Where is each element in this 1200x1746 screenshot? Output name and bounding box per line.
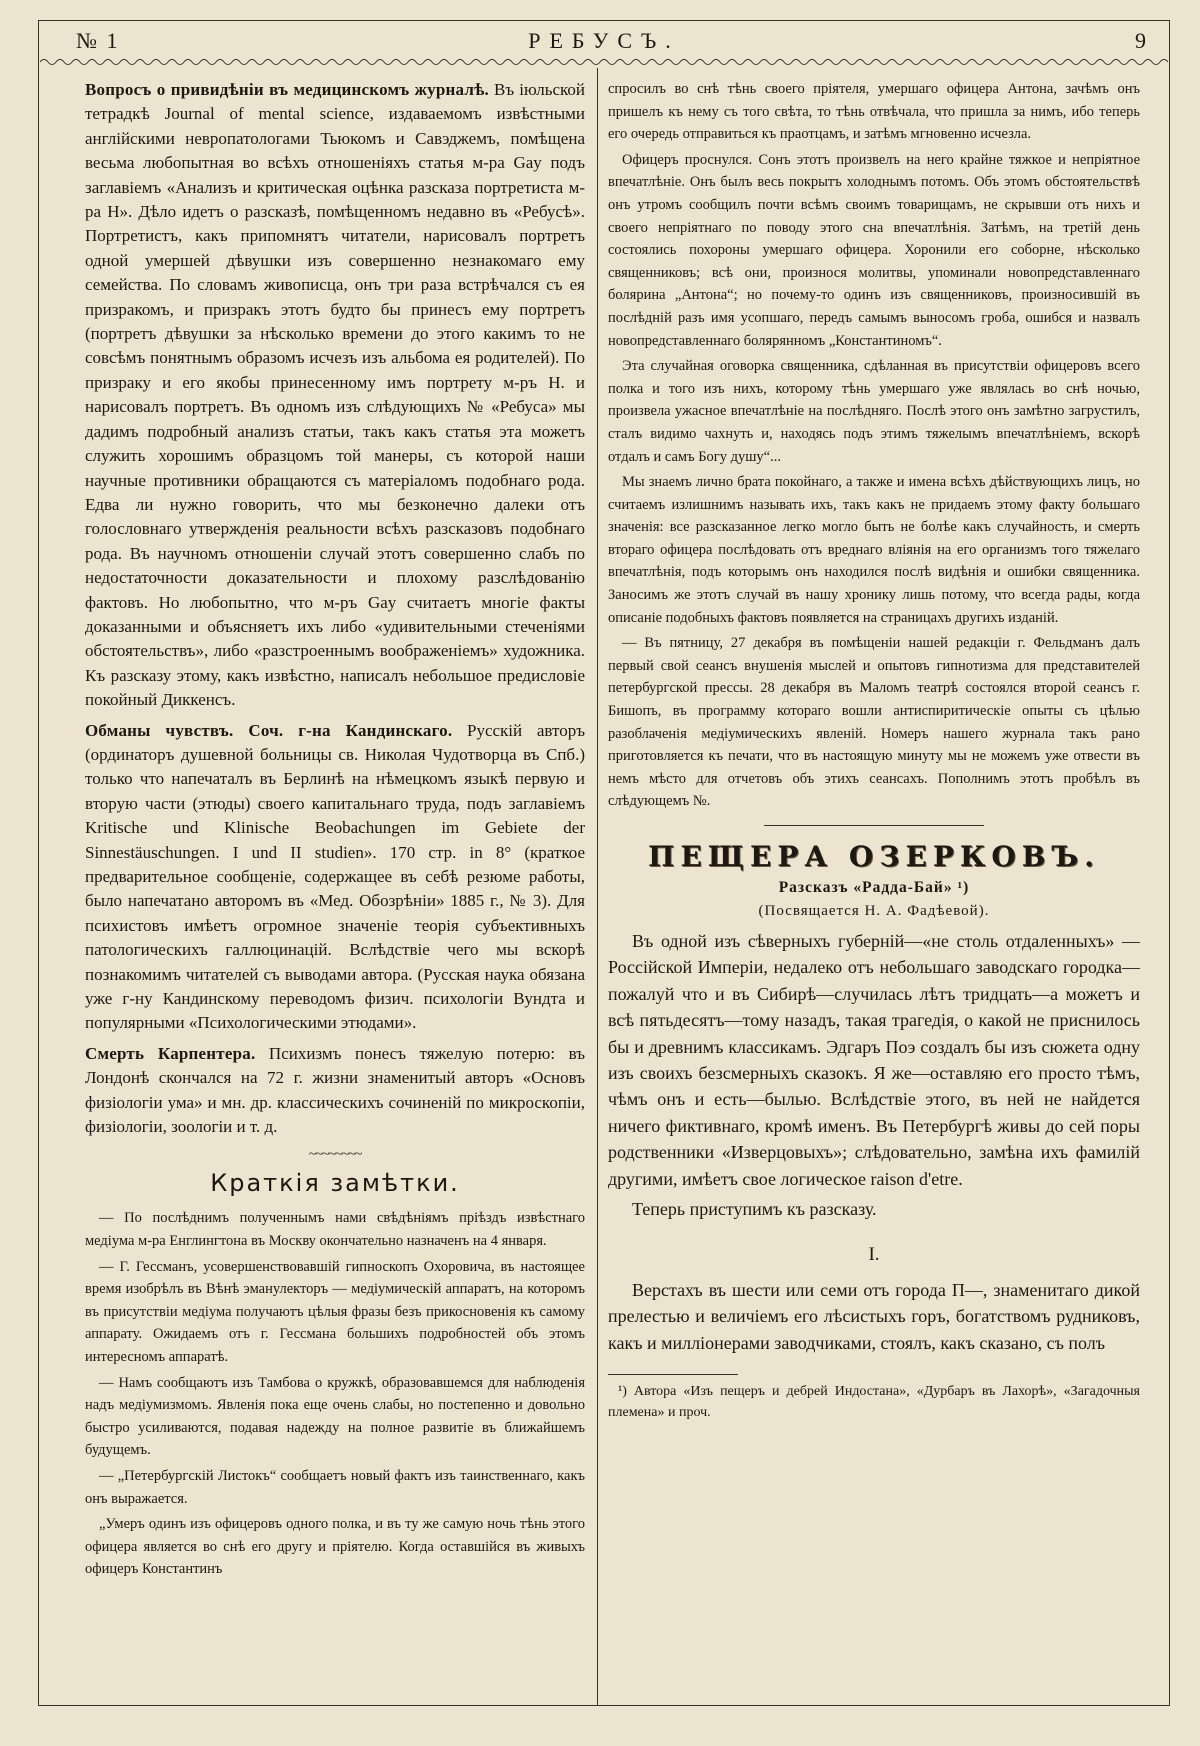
page-number: 9 [1135,28,1146,53]
article-body: Русскій авторъ (ординаторъ душевной больницы св. Николая Чудотворца въ Спб.) только что напечаталъ въ Берлинѣ на нѣмецкомъ языкѣ первую и вторую части (этюды) своего капитальнаго труда, подъ заглавіемъ Kritische und Klinische Beobachungen im Gebiete der Sinnestäuschungen. I und II studien». 170 стр. in 8° (краткое предварительное сообщеніе, содержащее въ себѣ резюме работы, было напечатано авторомъ въ «Мед. Обозрѣніи» 1885 г., № 3). Для психистовъ имѣетъ огромное значеніе теорія субъективныхъ патологическихъ галлюцинацій. Вслѣдствіе чего мы вскорѣ познакомимъ читателей съ выводами автора. (Русская наука обязана уже г-ну Кандинскому переводомъ физич. психологіи Вундта и популярными «Психологическими этюдами». [85,720,585,1033]
note-paragraph: спросилъ во снѣ тѣнь своего пріятеля, умершаго офицера Антона, зачѣмъ онъ пришелъ къ нему съ того свѣта, то тѣнь отвѣчала, что пришла за нимъ, ибо теперь его очередь отправиться къ праотцамъ, и затѣмъ мгновенно исчезла. [608,81,1140,143]
article-ghost-journal [85,78,585,713]
articles-block [85,78,585,1139]
story-paragraph: Въ одной изъ сѣверныхъ губерній—«не столь отдаленныхъ» — Россійской Имперіи, недалеко отъ небольшаго заводскаго городка—пожалуй что и въ Сибирѣ—случилась лѣтъ тридцать—а можетъ и всѣ пятьдесятъ—тому назадъ, такая трагедія, о какой не приснилось бы и древнимъ классикамъ. Эдгаръ Поэ создалъ бы изъ сюжета одну изъ своихъ безсмерныхъ сказокъ. Я же—оставляю его просто тѣмъ, чѣмъ онъ и есть—былью. Вслѣдствіе этого, въ ней не найдется ничего фиктивнаго, кромѣ именъ. Въ Петербургѣ живы до сей поры родственники «Изверцовыхъ»; слѣдовательно, замѣна ихъ фамилій другими, имѣетъ свое логическое raison d'etre. [608,931,1140,1189]
note-paragraph: — Намъ сообщаютъ изъ Тамбова о кружкѣ, образовавшемся для наблюденія надъ медіумизмомъ. Явленія пока еще очень слабы, но постепенно и довольно быстро усиливаются, подавая надежду на полное развитіе въ ближайшемъ будущемъ. [85,1374,585,1459]
brief-notes [85,1207,585,1581]
chapter-number: I. [868,1244,880,1266]
article-lead: Обманы чувствъ. Соч. г-на Кандинскаго. [85,720,453,740]
frame-top-rule [38,20,1170,21]
story-title: ПЕЩЕРА ОЗЕРКОВЪ. [648,840,1100,873]
column-divider [597,68,598,1706]
frame-right-rule [1169,20,1170,1706]
footnote-rule [608,1374,738,1375]
frame-left-rule [38,20,39,1706]
right-column [608,78,1140,1708]
brief-notes-continued [608,78,1140,813]
article-kandinsky [85,719,585,1036]
story-subtitle: Разсказъ «Радда-Бай» ¹) [778,879,970,896]
note-paragraph: — „Петербургскій Листокъ“ сообщаетъ новый фактъ изъ таинственнаго, какъ онъ выражается. [85,1468,585,1507]
note-paragraph: „Умеръ одинъ изъ офицеровъ одного полка, и въ ту же самую ночь тѣнь этого офицера является во снѣ его другу и пріятелю. Когда оставшійся въ живыхъ офицеръ Константинъ [85,1516,585,1578]
article-lead: Вопросъ о привидѣніи въ медицинскомъ журналѣ. [85,80,489,99]
note-paragraph: — Г. Гессманъ, усовершенствовавшій гипноскопъ Охоровича, въ настоящее время изобрѣлъ въ Вѣнѣ эманулекторъ — медіумическій аппаратъ, на которомъ въ присутствіи медіума получаютъ цѣлыя фразы безъ прикосновенія къ самому аппарату. Ожидаемъ отъ г. Гессмана большихъ подробностей объ этомъ интересномъ аппаратѣ. [85,1258,585,1366]
page-header [40,26,1168,56]
article-body: Психизмъ понесъ тяжелую потерю: въ Лондонѣ скончался на 72 г. жизни знаменитый авторъ «Основъ физіологіи ума» и мн. др. классическихъ сочиненій по микроскопіи, физіологіи, зоологіи и т. д. [85,1043,585,1137]
note-paragraph: Эта случайная оговорка священника, сдѣланная въ присутствіи офицеровъ всего полка и того изъ нихъ, которому тѣнь умершаго уже являлась во снѣ ночью, произвела ужасное впечатлѣніе на послѣдняго. Послѣ этого онъ замѣтно загрустилъ, сталъ видимо чахнуть и, находясь подъ этимъ тяжелымъ впечатлѣніемъ, вскорѣ отдалъ и самъ Богу душу“... [608,358,1140,465]
story-paragraph: Верстахъ въ шести или семи отъ города П—, знаменитаго дикой прелестью и величіемъ его лѣсистыхъ горъ, богатствомъ рудниковъ, какъ и милліонерами заводчиками, стоялъ, какъ сказано, съ полъ [608,1279,1140,1353]
note-paragraph: — Въ пятницу, 27 декабря въ помѣщеніи нашей редакціи г. Фельдманъ далъ первый свой сеансъ внушенія мыслей и опытовъ гипнотизма для представителей петербургской прессы. 28 декабря въ Маломъ театрѣ состоялся второй сеансъ г. Бишопъ, въ программу котораго вошли антиспиритическіе опыты съ цѣлью разоблаченія медіумическихъ явленій. Номеръ нашего журнала такъ рано приготовляется къ печати, что въ настоящую минуту мы не можемъ уже отвести въ немъ мѣсто для отчетовъ объ этихъ сеансахъ. Пополнимъ этотъ пробѣлъ въ слѣдующемъ №. [608,635,1140,810]
section-rule [764,825,984,826]
story-dedication: (Посвящается Н. А. Фадѣевой). [758,903,990,919]
journal-title: РЕБУСЪ. [528,28,680,53]
section-title-brief-notes: Краткія замѣтки. [210,1169,460,1198]
article-body: Въ іюльской тетрадкѣ Journal of mental science, издаваемомъ извѣстными англійскими невропатологами Тьюкомъ и Савэджемъ, помѣщена весьма любопытная во всѣхъ отношеніяхъ статья м-ра Gay подъ заглавіемъ «Анализъ и критическая оцѣнка разсказа портретиста м-ра Н». Дѣло идетъ о разсказѣ, помѣщенномъ недавно въ «Ребусѣ». Портретистъ, какъ припомнятъ читатели, нарисовалъ портретъ одной умершей дѣвушки изъ совершенно незнакомаго ему семейства. По словамъ живописца, онъ три раза встрѣчался съ ея призракомъ, и призракъ этотъ будто бы принесъ ему портретъ (портретъ дѣвушки за нѣсколько времени до этого какимъ то не совсѣмъ понятнымъ образомъ исчезъ изъ альбома ея родителей). По призраку и его якобы принесенному имъ портрету м-ръ Н. и нарисовалъ портретъ. Въ одномъ изъ слѣдующихъ № «Ребуса» мы дадимъ подробный анализъ статьи, такъ какъ статья эта можетъ служить хорошимъ образцомъ той манеры, съ которой наши научные противники обращаются съ матеріаломъ подобнаго рода. Едва ли нужно говорить, что мы безконечно далеки отъ голословнаго утвержденія реальности всѣхъ разсказовъ подобнаго рода. Въ научномъ отношеніи случай этотъ совершенно слабъ по недостаточности доказательности и плохому разслѣдованію фактовъ. Но любопытно, что м-ръ Gay считаетъ многіе факты доказанными и объясняетъ ихъ либо «удивительными стеченіями обстоятельствъ», либо «разстроеннымъ воображеніемъ» художника. Къ разсказу этому, какъ извѣстно, написалъ небольшое предисловіе покойный Диккенсъ. [85,80,585,710]
issue-number: № 1 [76,28,120,53]
header-wavy-rule [40,56,1168,68]
left-column [85,78,585,1708]
story-paragraph: Теперь приступимъ къ разсказу. [632,1199,877,1220]
footnote: ¹) Автора «Изъ пещеръ и дебрей Индостана», «Дурбаръ въ Лахорѣ», «Загадочныя племена» и проч. [608,1384,1140,1421]
story-body [608,928,1140,1356]
note-paragraph: — По послѣднимъ полученнымъ нами свѣдѣніямъ пріѣздъ извѣстнаго медіума м-ра Енглингтона въ Москву окончательно назначенъ на 4 января. [85,1210,585,1250]
article-lead: Смерть Карпентера. [85,1043,256,1063]
note-paragraph: Офицеръ проснулся. Сонъ этотъ произвелъ на него крайне тяжкое и непріятное впечатлѣніе. Онъ былъ весь покрытъ холоднымъ потомъ. Объ этомъ обстоятельствѣ онъ утромъ сообщилъ почти всѣмъ своимъ товарищамъ, не скрывши отъ нихъ и своего непріятнаго по поводу этого сна впечатлѣнія. Затѣмъ, на третій день состоялись похороны умершаго офицера. Хоронили его соборне, нѣсколько священниковъ; всѣ они, произнося молитвы, упоминали новопредставленнаго болярина „Антона“; но почему-то одинъ изъ священниковъ, произносившій въ послѣдній разъ имя усопшаго, передъ самымъ выносомъ гроба, ошибся и назвалъ новопредставленнаго болярянномъ „Константиномъ“. [608,151,1140,349]
ornament-divider: ~~~~~~~~ [308,1147,362,1163]
note-paragraph: Мы знаемъ лично брата покойнаго, а также и имена всѣхъ дѣйствующихъ лицъ, но считаемъ излишнимъ называть ихъ, такъ какъ не придаемъ этому факту большаго значенія: все разсказанное легко могло быть не болѣе какъ случайность, и смерть втораго офицера послѣдовать отъ вреднаго вліянія на его организмъ того тяжелаго впечатлѣнія, подъ которымъ онъ находился послѣ видѣнія и ошибки священника. Заносимъ же этотъ случай въ нашу хронику лишь потому, что всегда рады, когда описаніе подобныхъ фактовъ появляется на страницахъ другихъ изданій. [608,474,1140,626]
article-carpenter [85,1042,585,1140]
